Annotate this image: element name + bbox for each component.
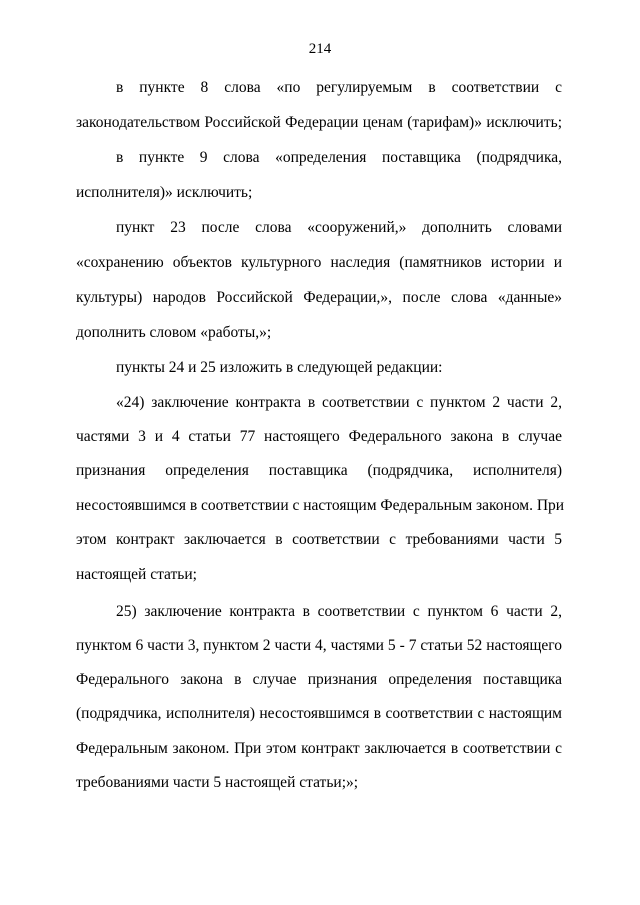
text-line: настоящей статьи;	[76, 566, 197, 583]
text-line: пункт 23 после слова «сооружений,» дополнить словами	[116, 219, 562, 236]
text-line: Федерального закона в случае признания определения поставщика	[76, 671, 562, 688]
text-line: этом контракт заключается в соответствии с требованиями части 5	[76, 531, 562, 548]
text-line: в пункте 8 слова «по регулируемым в соответствии с	[116, 79, 562, 96]
text-line: культуры) народов Российской Федерации,», после слова «данные»	[76, 289, 562, 306]
text-line: «сохранению объектов культурного наследия (памятников истории и	[76, 254, 562, 271]
page-number: 214	[308, 41, 332, 57]
text-line: исполнителя)» исключить;	[76, 184, 253, 201]
text-line: Федеральным законом. При этом контракт заключается в соответствии с	[76, 740, 562, 757]
text-line: (подрядчика, исполнителя) несостоявшимся в соответствии с настоящим	[76, 705, 562, 722]
text-line: дополнить словом «работы,»;	[76, 324, 272, 341]
text-line: законодательством Российской Федерации ценам (тарифам)» исключить;	[76, 114, 562, 131]
text-line: признания определения поставщика (подрядчика, исполнителя)	[76, 462, 562, 479]
text-line: несостоявшимся в соответствии с настоящим Федеральным законом. При	[76, 497, 565, 514]
text-line: требованиями части 5 настоящей статьи;»;	[76, 774, 359, 791]
text-line: пунктом 6 части 3, пунктом 2 части 4, частями 5 - 7 статьи 52 настоящего	[76, 637, 562, 654]
text-line: в пункте 9 слова «определения поставщика (подрядчика,	[116, 149, 562, 166]
text-line: пункты 24 и 25 изложить в следующей редакции:	[116, 359, 443, 376]
text-line: частями 3 и 4 статьи 77 настоящего Федерального закона в случае	[76, 428, 562, 445]
text-line: «24) заключение контракта в соответствии с пунктом 2 части 2,	[116, 394, 562, 411]
text-line: 25) заключение контракта в соответствии с пунктом 6 части 2,	[116, 603, 562, 620]
